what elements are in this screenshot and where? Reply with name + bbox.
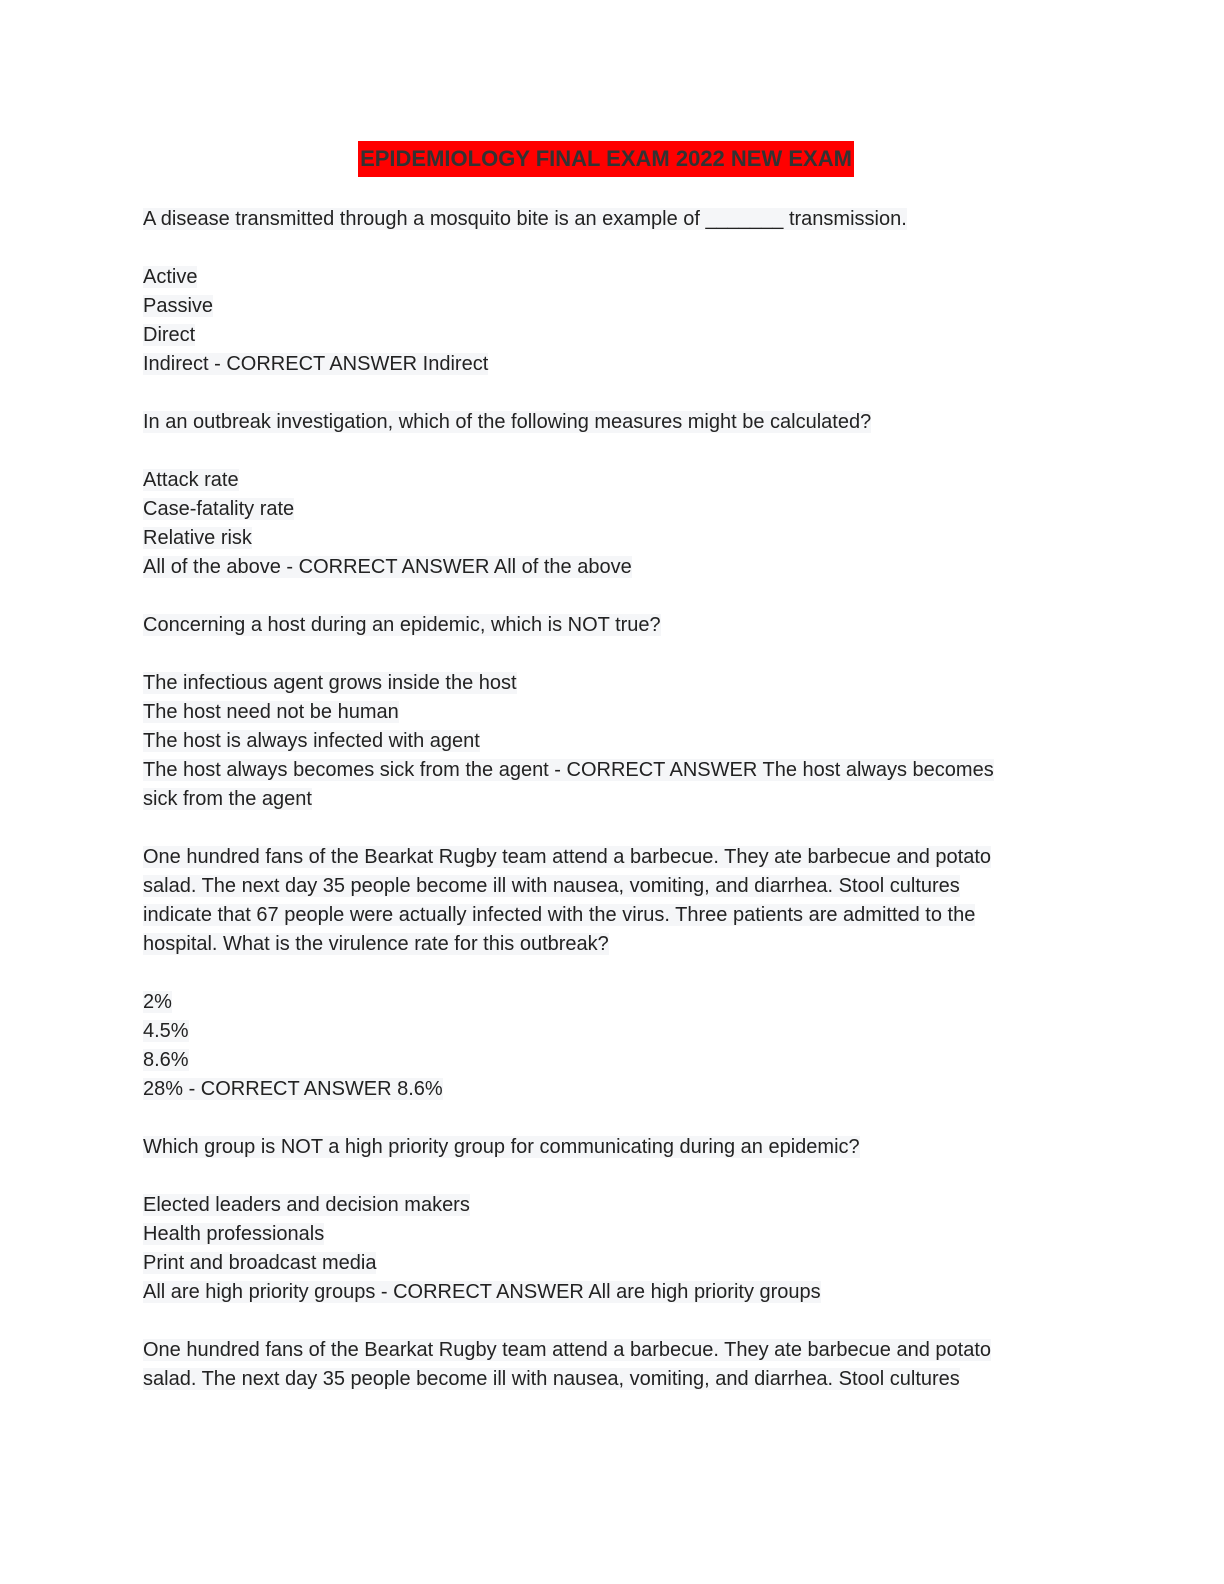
answer-option-correct: All are high priority groups - CORRECT ANSWER All are high priority groups xyxy=(143,1281,821,1303)
answer-option: Health professionals xyxy=(143,1223,325,1245)
answer-option: Case-fatality rate xyxy=(143,498,295,520)
answer-option-correct-continued: sick from the agent xyxy=(143,788,312,810)
question-block-6 xyxy=(143,1336,1083,1394)
question-block-4 xyxy=(143,843,1083,1104)
question-block-5 xyxy=(143,1133,1083,1307)
question-text: In an outbreak investigation, which of the following measures might be calculated? xyxy=(143,411,872,433)
answer-option: The host need not be human xyxy=(143,701,399,723)
answer-option: The infectious agent grows inside the host xyxy=(143,672,517,694)
answer-option: Active xyxy=(143,266,198,288)
question-text-line: salad. The next day 35 people become ill with nausea, vomiting, and diarrhea. Stool cultures xyxy=(143,875,960,897)
answer-option: 4.5% xyxy=(143,1020,189,1042)
question-text-line: One hundred fans of the Bearkat Rugby team attend a barbecue. They ate barbecue and potato xyxy=(143,1339,991,1361)
question-text: A disease transmitted through a mosquito bite is an example of _______ transmission. xyxy=(143,208,907,230)
question-block-2 xyxy=(143,408,1083,582)
answer-option-correct: Indirect - CORRECT ANSWER Indirect xyxy=(143,353,489,375)
answer-option: Relative risk xyxy=(143,527,252,549)
answer-option: Direct xyxy=(143,324,196,346)
answer-option: Elected leaders and decision makers xyxy=(143,1194,470,1216)
question-text-line: indicate that 67 people were actually infected with the virus. Three patients are admitted to the xyxy=(143,904,976,926)
document-title: EPIDEMIOLOGY FINAL EXAM 2022 NEW EXAM xyxy=(358,141,854,177)
answer-option: The host is always infected with agent xyxy=(143,730,480,752)
answer-option: Passive xyxy=(143,295,214,317)
answer-option-correct: The host always becomes sick from the agent - CORRECT ANSWER The host always becomes xyxy=(143,759,994,781)
answer-option-correct: All of the above - CORRECT ANSWER All of the above xyxy=(143,556,632,578)
question-text-line: One hundred fans of the Bearkat Rugby team attend a barbecue. They ate barbecue and potato xyxy=(143,846,991,868)
question-block-1 xyxy=(143,205,1083,379)
question-block-3 xyxy=(143,611,1083,814)
question-text: Which group is NOT a high priority group for communicating during an epidemic? xyxy=(143,1136,860,1158)
question-text: Concerning a host during an epidemic, which is NOT true? xyxy=(143,614,661,636)
answer-option-correct: 28% - CORRECT ANSWER 8.6% xyxy=(143,1078,443,1100)
answer-option: Print and broadcast media xyxy=(143,1252,377,1274)
document-body xyxy=(143,205,1083,1423)
answer-option: Attack rate xyxy=(143,469,239,491)
question-text-line: salad. The next day 35 people become ill with nausea, vomiting, and diarrhea. Stool cultures xyxy=(143,1368,960,1390)
answer-option: 8.6% xyxy=(143,1049,189,1071)
title-wrapper xyxy=(0,141,1212,177)
question-text-line: hospital. What is the virulence rate for this outbreak? xyxy=(143,933,609,955)
answer-option: 2% xyxy=(143,991,172,1013)
